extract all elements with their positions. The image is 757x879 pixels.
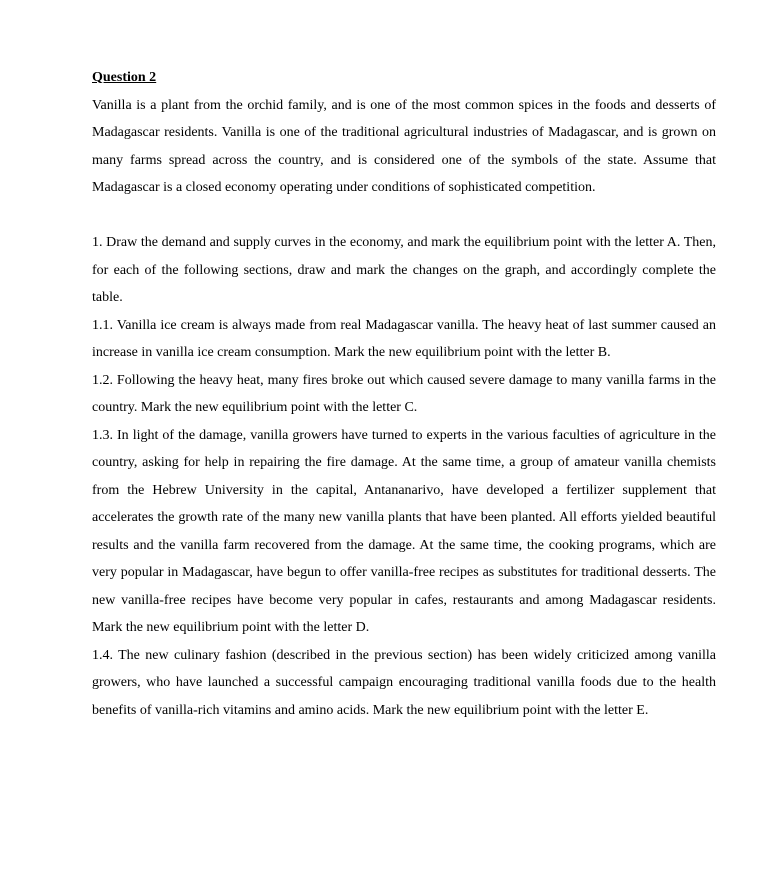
task-1-2: 1.2. Following the heavy heat, many fires broke out which caused severe damage to many vanilla farms in the country. Mark the new equilibrium point with the letter C.: [92, 372, 716, 415]
task-1: 1. Draw the demand and supply curves in the economy, and mark the equilibrium point with the letter A. Then, for each of the following sections, draw and mark the changes on the graph, and accordingly complete the table.: [92, 235, 716, 305]
task-1-3: 1.3. In light of the damage, vanilla growers have turned to experts in the various faculties of agriculture in the country, asking for help in repairing the fire damage. At the same time, a group of amateur vanilla chemists from the Hebrew University in the capital, Antananarivo, have developed a fertilizer supplement that accelerates the growth rate of the many new vanilla plants that have been planted. All efforts yielded beautiful results and the vanilla farm recovered from the damage. At the same time, the cooking programs, which are very popular in Madagascar, have begun to offer vanilla-free recipes as substitutes for traditional desserts. The new vanilla-free recipes have become very popular in cafes, restaurants and among Madagascar residents. Mark the new equilibrium point with the letter D.: [92, 427, 716, 635]
task-1-4: 1.4. The new culinary fashion (described in the previous section) has been widely criticized among vanilla growers, who have launched a successful campaign encouraging traditional vanilla foods due to the health benefits of vanilla-rich vitamins and amino acids. Mark the new equilibrium point with the letter E.: [92, 647, 716, 718]
question-heading: Question 2: [92, 70, 157, 85]
task-1-1: 1.1. Vanilla ice cream is always made from real Madagascar vanilla. The heavy heat of last summer caused an increase in vanilla ice cream consumption. Mark the new equilibrium point with the letter B.: [92, 317, 716, 360]
question-intro: Vanilla is a plant from the orchid family, and is one of the most common spices in the foods and desserts of Madagascar residents. Vanilla is one of the traditional agricultural industries of Madagascar, and is grown on many farms spread across the country, and is considered one of the symbols of the state. Assume that Madagascar is a closed economy operating under conditions of sophisticated competition.: [92, 97, 716, 195]
document-page: [92, 64, 716, 724]
paragraph-gap: [92, 202, 716, 230]
